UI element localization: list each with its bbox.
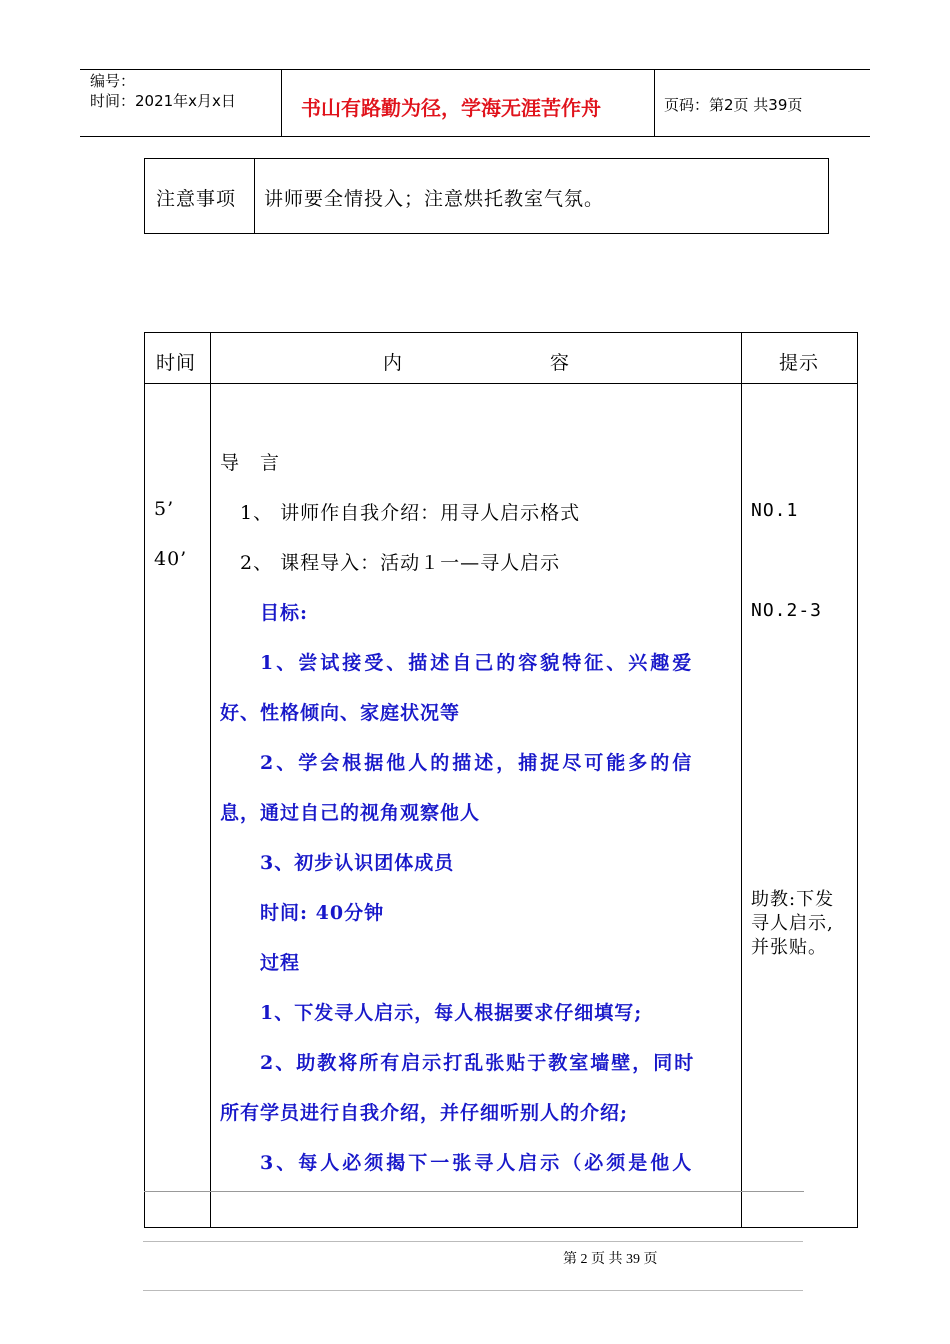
content-blue-line: 1、尝试接受、描述自己的容貌特征、兴趣爱 <box>260 652 695 674</box>
notes-divider <box>254 158 255 233</box>
content-blue-line: 息，通过自己的视角观察他人 <box>220 802 481 824</box>
time-cell: 5’ <box>154 498 175 520</box>
content-blue-line: 3、初步认识团体成员 <box>260 852 455 874</box>
header-content-left: 内 <box>383 352 404 374</box>
content-blue-line: 3、每人必须揭下一张寻人启示（必须是他人 <box>260 1152 695 1174</box>
content-blue-line: 2、助教将所有启示打乱张贴于教室墙壁，同时 <box>260 1052 696 1074</box>
content-blue-line: 目标: <box>260 602 309 624</box>
content-blue-line: 过程 <box>260 952 301 974</box>
header-bottom-rule <box>80 136 870 137</box>
hint-cell: NO.1 <box>751 500 799 521</box>
doc-number-label: 编号： <box>90 72 136 90</box>
content-blue-line: 所有学员进行自我介绍，并仔细听别人的介绍; <box>220 1102 629 1124</box>
content-line: 1、 讲师作自我介绍：用寻人启示格式 <box>240 502 581 524</box>
doc-time-label: 时间：2021年x月x日 <box>90 92 236 110</box>
header-page-label: 页码：第2页 共39页 <box>664 96 803 114</box>
time-cell: 40’ <box>154 548 188 570</box>
footer-bottom-rule <box>143 1290 803 1291</box>
header-time: 时间 <box>156 352 197 374</box>
notes-label: 注意事项 <box>156 188 237 210</box>
content-blue-line: 时间: 40分钟 <box>260 902 385 924</box>
hint-cell: NO.2-3 <box>751 600 823 621</box>
table-header-rule <box>144 383 857 384</box>
header-motto: 书山有路勤为径，学海无涯苦作舟 <box>301 96 601 120</box>
content-blue-line: 2、学会根据他人的描述，捕捉尽可能多的信 <box>260 752 695 774</box>
content-line: 导 言 <box>220 452 281 474</box>
hint-cell: 寻人启示, <box>751 913 834 934</box>
footer-page-number: 第 2 页 共 39 页 <box>563 1252 658 1267</box>
hint-cell: 助教:下发 <box>751 889 835 910</box>
header-content-right: 容 <box>550 352 571 374</box>
table-bottom-inner-rule <box>144 1191 804 1192</box>
notes-text: 讲师要全情投入；注意烘托教室气氛。 <box>264 188 605 210</box>
footer-top-rule <box>143 1241 803 1242</box>
content-blue-line: 1、下发寻人启示，每人根据要求仔细填写; <box>260 1002 643 1024</box>
header-hint: 提示 <box>779 352 820 374</box>
hint-cell: 并张贴。 <box>751 937 827 958</box>
content-blue-line: 好、性格倾向、家庭状况等 <box>220 702 461 724</box>
header-divider-left <box>281 69 282 136</box>
header-top-rule <box>80 69 870 70</box>
header-divider-right <box>654 69 655 136</box>
table-col-divider-2 <box>741 332 742 1227</box>
table-col-divider-1 <box>210 332 211 1227</box>
content-line: 2、 课程导入：活动１一—寻人启示 <box>240 552 561 574</box>
